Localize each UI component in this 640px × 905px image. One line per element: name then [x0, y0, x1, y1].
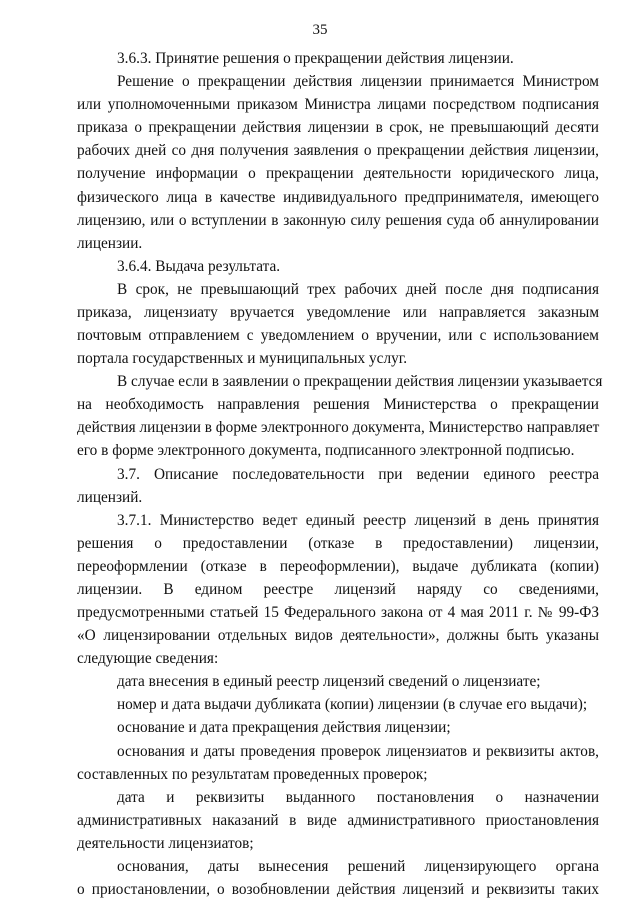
text-line: Решение о прекращении действия лицензии принимается Министром — [117, 73, 599, 90]
text-line: физического лица в качестве индивидуального предпринимателя, имеющего — [77, 189, 599, 206]
text-line: деятельности лицензиатов; — [77, 835, 254, 852]
list-item: дата внесения в единый реестр лицензий сведений о лицензиате; — [117, 673, 541, 690]
text-line: лицензию, или о вступлении в законную силу решения суда об аннулировании — [77, 212, 599, 229]
text-line: портала государственных и муниципальных услуг. — [77, 350, 408, 367]
text-line: лицензии. — [77, 235, 143, 252]
list-item: номер и дата выдачи дубликата (копии) лицензии (в случае его выдачи); — [117, 696, 588, 713]
text-line: его в форме электронного документа, подписанного электронной подписью. — [77, 442, 575, 459]
text-line: лицензий. — [77, 489, 143, 506]
text-line: получение информации о прекращении деятельности юридического лица, — [77, 165, 599, 182]
heading-3-6-3: 3.6.3. Принятие решения о прекращении действия лицензии. — [117, 50, 514, 67]
list-item: дата и реквизиты выданного постановления о назначении — [117, 789, 599, 806]
page-number: 35 — [312, 22, 328, 38]
text-line: В случае если в заявлении о прекращении действия лицензии указывается — [117, 373, 603, 390]
text-line: приказа, лицензиату вручается уведомление или направляется заказным — [77, 304, 599, 321]
text-line: или уполномоченными приказом Министра лицами посредством подписания — [77, 96, 599, 113]
text-line: рабочих дней со дня получения заявления о прекращении действия лицензии, — [77, 142, 599, 159]
text-line: «О лицензировании отдельных видов деятельности», должны быть указаны — [77, 627, 599, 644]
text-line: 3.7.1. Министерство ведет единый реестр лицензий в день принятия — [117, 512, 599, 529]
heading-3-7: 3.7. Описание последовательности при ведении единого реестра — [117, 466, 599, 483]
text-line: решения о предоставлении (отказе в предоставлении) лицензии, — [77, 535, 599, 552]
text-line: В срок, не превышающий трех рабочих дней после дня подписания — [117, 281, 599, 298]
text-line: действия лицензии в форме электронного документа, Министерство направляет — [77, 419, 600, 436]
text-line: приказа о прекращении действия лицензии в срок, не превышающий десяти — [77, 119, 599, 136]
text-line: предусмотренными статьей 15 Федерального закона от 4 мая 2011 г. № 99-ФЗ — [77, 604, 599, 621]
text-line: переоформлении (отказе в переоформлении), выдаче дубликата (копии) — [77, 558, 599, 575]
list-item: основания и даты проведения проверок лицензиатов и реквизиты актов, — [117, 743, 599, 760]
text-line: административных наказаний в виде административного приостановления — [77, 812, 599, 829]
text-line: на необходимость направления решения Министерства о прекращении — [77, 396, 599, 413]
heading-3-6-4: 3.6.4. Выдача результата. — [117, 258, 281, 275]
text-line: составленных по результатам проведенных проверок; — [77, 766, 428, 783]
list-item: основания, даты вынесения решений лицензирующего органа — [117, 858, 599, 875]
text-line: почтовым отправлением с уведомлением о вручении, или с использованием — [77, 327, 599, 344]
text-line: о приостановлении, о возобновлении действия лицензий и реквизиты таких — [77, 881, 599, 898]
list-item: основание и дата прекращения действия лицензии; — [117, 719, 451, 736]
text-line: следующие сведения: — [77, 650, 219, 667]
text-line: лицензии. В едином реестре лицензий наряду со сведениями, — [77, 581, 599, 598]
